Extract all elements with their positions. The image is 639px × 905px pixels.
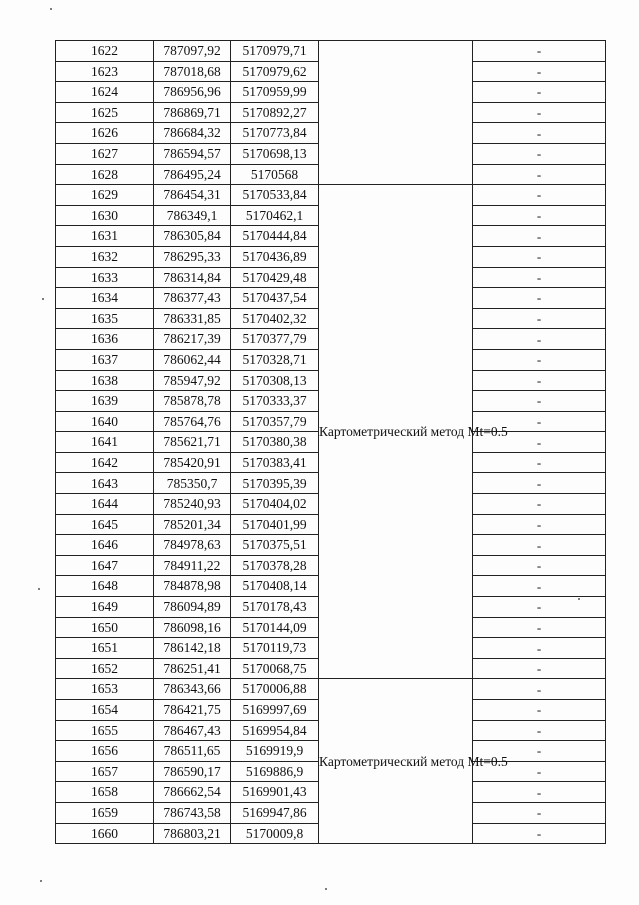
x-coordinate-cell: 786331,85 [154, 308, 231, 329]
point-number-cell: 1632 [56, 246, 154, 267]
x-coordinate-cell: 786662,54 [154, 782, 231, 803]
y-coordinate-cell: 5170380,38 [231, 432, 319, 453]
y-coordinate-cell: 5170375,51 [231, 535, 319, 556]
point-number-cell: 1640 [56, 411, 154, 432]
note-cell: - [473, 638, 606, 659]
x-coordinate-cell: 786094,89 [154, 597, 231, 618]
note-cell: - [473, 288, 606, 309]
y-coordinate-cell: 5170462,1 [231, 205, 319, 226]
x-coordinate-cell: 785947,92 [154, 370, 231, 391]
x-coordinate-cell: 785240,93 [154, 494, 231, 515]
note-cell: - [473, 102, 606, 123]
x-coordinate-cell: 786467,43 [154, 720, 231, 741]
point-number-cell: 1654 [56, 700, 154, 721]
table-row [56, 185, 606, 206]
y-coordinate-cell: 5170006,88 [231, 679, 319, 700]
point-number-cell: 1635 [56, 308, 154, 329]
coordinates-table-body [56, 41, 606, 844]
x-coordinate-cell: 785201,34 [154, 514, 231, 535]
x-coordinate-cell: 786314,84 [154, 267, 231, 288]
scan-speck [40, 880, 42, 882]
note-cell: - [473, 514, 606, 535]
x-coordinate-cell: 786305,84 [154, 226, 231, 247]
point-number-cell: 1656 [56, 741, 154, 762]
point-number-cell: 1637 [56, 349, 154, 370]
y-coordinate-cell: 5170009,8 [231, 823, 319, 844]
note-cell: - [473, 679, 606, 700]
point-number-cell: 1645 [56, 514, 154, 535]
point-number-cell: 1644 [56, 494, 154, 515]
note-cell: - [473, 370, 606, 391]
note-cell: - [473, 308, 606, 329]
note-cell: - [473, 267, 606, 288]
point-number-cell: 1643 [56, 473, 154, 494]
note-cell: - [473, 555, 606, 576]
table-row [56, 679, 606, 700]
note-cell: - [473, 741, 606, 762]
y-coordinate-cell: 5170357,79 [231, 411, 319, 432]
point-number-cell: 1626 [56, 123, 154, 144]
y-coordinate-cell: 5170378,28 [231, 555, 319, 576]
note-cell: - [473, 597, 606, 618]
point-number-cell: 1636 [56, 329, 154, 350]
note-cell: - [473, 123, 606, 144]
y-coordinate-cell: 5170377,79 [231, 329, 319, 350]
point-number-cell: 1642 [56, 452, 154, 473]
x-coordinate-cell: 784911,22 [154, 555, 231, 576]
y-coordinate-cell: 5170959,99 [231, 82, 319, 103]
scan-speck [42, 298, 44, 300]
note-cell: - [473, 720, 606, 741]
note-cell: - [473, 185, 606, 206]
y-coordinate-cell: 5170144,09 [231, 617, 319, 638]
note-cell: - [473, 411, 606, 432]
note-cell: - [473, 41, 606, 62]
scan-speck [38, 588, 40, 590]
y-coordinate-cell: 5170395,39 [231, 473, 319, 494]
note-cell: - [473, 349, 606, 370]
x-coordinate-cell: 786956,96 [154, 82, 231, 103]
note-cell: - [473, 782, 606, 803]
point-number-cell: 1657 [56, 761, 154, 782]
method-cell [319, 41, 473, 185]
x-coordinate-cell: 785764,76 [154, 411, 231, 432]
note-cell: - [473, 143, 606, 164]
note-cell: - [473, 391, 606, 412]
y-coordinate-cell: 5169901,43 [231, 782, 319, 803]
note-cell: - [473, 700, 606, 721]
point-number-cell: 1658 [56, 782, 154, 803]
x-coordinate-cell: 786377,43 [154, 288, 231, 309]
point-number-cell: 1639 [56, 391, 154, 412]
y-coordinate-cell: 5170979,62 [231, 61, 319, 82]
y-coordinate-cell: 5170444,84 [231, 226, 319, 247]
x-coordinate-cell: 787097,92 [154, 41, 231, 62]
note-cell: - [473, 617, 606, 638]
note-cell: - [473, 761, 606, 782]
x-coordinate-cell: 786594,57 [154, 143, 231, 164]
note-cell: - [473, 576, 606, 597]
note-cell: - [473, 432, 606, 453]
point-number-cell: 1648 [56, 576, 154, 597]
x-coordinate-cell: 784978,63 [154, 535, 231, 556]
x-coordinate-cell: 786743,58 [154, 802, 231, 823]
x-coordinate-cell: 786098,16 [154, 617, 231, 638]
note-cell: - [473, 823, 606, 844]
x-coordinate-cell: 786684,32 [154, 123, 231, 144]
note-cell: - [473, 61, 606, 82]
x-coordinate-cell: 786349,1 [154, 205, 231, 226]
x-coordinate-cell: 785878,78 [154, 391, 231, 412]
x-coordinate-cell: 786511,65 [154, 741, 231, 762]
y-coordinate-cell: 5170404,02 [231, 494, 319, 515]
x-coordinate-cell: 785420,91 [154, 452, 231, 473]
point-number-cell: 1649 [56, 597, 154, 618]
y-coordinate-cell: 5169886,9 [231, 761, 319, 782]
y-coordinate-cell: 5170429,48 [231, 267, 319, 288]
point-number-cell: 1650 [56, 617, 154, 638]
y-coordinate-cell: 5170308,13 [231, 370, 319, 391]
y-coordinate-cell: 5170328,71 [231, 349, 319, 370]
y-coordinate-cell: 5170533,84 [231, 185, 319, 206]
x-coordinate-cell: 786062,44 [154, 349, 231, 370]
note-cell: - [473, 473, 606, 494]
method-cell: Картометрический метод Mt=0.5 [319, 679, 473, 844]
x-coordinate-cell: 785350,7 [154, 473, 231, 494]
note-cell: - [473, 452, 606, 473]
y-coordinate-cell: 5170383,41 [231, 452, 319, 473]
point-number-cell: 1641 [56, 432, 154, 453]
method-cell: Картометрический метод Mt=0.5 [319, 185, 473, 679]
point-number-cell: 1628 [56, 164, 154, 185]
x-coordinate-cell: 786295,33 [154, 246, 231, 267]
point-number-cell: 1627 [56, 143, 154, 164]
point-number-cell: 1634 [56, 288, 154, 309]
y-coordinate-cell: 5170068,75 [231, 658, 319, 679]
y-coordinate-cell: 5170401,99 [231, 514, 319, 535]
y-coordinate-cell: 5170979,71 [231, 41, 319, 62]
y-coordinate-cell: 5170119,73 [231, 638, 319, 659]
point-number-cell: 1625 [56, 102, 154, 123]
y-coordinate-cell: 5169997,69 [231, 700, 319, 721]
note-cell: - [473, 226, 606, 247]
y-coordinate-cell: 5170402,32 [231, 308, 319, 329]
table-row [56, 41, 606, 62]
point-number-cell: 1651 [56, 638, 154, 659]
point-number-cell: 1652 [56, 658, 154, 679]
note-cell: - [473, 535, 606, 556]
note-cell: - [473, 246, 606, 267]
x-coordinate-cell: 786343,66 [154, 679, 231, 700]
point-number-cell: 1646 [56, 535, 154, 556]
point-number-cell: 1638 [56, 370, 154, 391]
x-coordinate-cell: 786590,17 [154, 761, 231, 782]
y-coordinate-cell: 5169919,9 [231, 741, 319, 762]
coordinates-table [55, 40, 606, 844]
note-cell: - [473, 494, 606, 515]
point-number-cell: 1629 [56, 185, 154, 206]
x-coordinate-cell: 786803,21 [154, 823, 231, 844]
note-cell: - [473, 205, 606, 226]
y-coordinate-cell: 5170437,54 [231, 288, 319, 309]
scan-speck [50, 8, 52, 10]
point-number-cell: 1653 [56, 679, 154, 700]
point-number-cell: 1630 [56, 205, 154, 226]
point-number-cell: 1631 [56, 226, 154, 247]
point-number-cell: 1622 [56, 41, 154, 62]
x-coordinate-cell: 786869,71 [154, 102, 231, 123]
y-coordinate-cell: 5170698,13 [231, 143, 319, 164]
point-number-cell: 1633 [56, 267, 154, 288]
y-coordinate-cell: 5170892,27 [231, 102, 319, 123]
y-coordinate-cell: 5170436,89 [231, 246, 319, 267]
x-coordinate-cell: 785621,71 [154, 432, 231, 453]
point-number-cell: 1660 [56, 823, 154, 844]
y-coordinate-cell: 5170568 [231, 164, 319, 185]
y-coordinate-cell: 5170178,43 [231, 597, 319, 618]
x-coordinate-cell: 786454,31 [154, 185, 231, 206]
point-number-cell: 1659 [56, 802, 154, 823]
x-coordinate-cell: 786142,18 [154, 638, 231, 659]
y-coordinate-cell: 5170333,37 [231, 391, 319, 412]
point-number-cell: 1623 [56, 61, 154, 82]
note-cell: - [473, 658, 606, 679]
point-number-cell: 1624 [56, 82, 154, 103]
y-coordinate-cell: 5170773,84 [231, 123, 319, 144]
x-coordinate-cell: 787018,68 [154, 61, 231, 82]
note-cell: - [473, 82, 606, 103]
note-cell: - [473, 802, 606, 823]
x-coordinate-cell: 784878,98 [154, 576, 231, 597]
y-coordinate-cell: 5170408,14 [231, 576, 319, 597]
note-cell: - [473, 164, 606, 185]
y-coordinate-cell: 5169947,86 [231, 802, 319, 823]
x-coordinate-cell: 786421,75 [154, 700, 231, 721]
y-coordinate-cell: 5169954,84 [231, 720, 319, 741]
point-number-cell: 1647 [56, 555, 154, 576]
scan-speck [325, 888, 327, 890]
x-coordinate-cell: 786495,24 [154, 164, 231, 185]
x-coordinate-cell: 786217,39 [154, 329, 231, 350]
x-coordinate-cell: 786251,41 [154, 658, 231, 679]
point-number-cell: 1655 [56, 720, 154, 741]
note-cell: - [473, 329, 606, 350]
